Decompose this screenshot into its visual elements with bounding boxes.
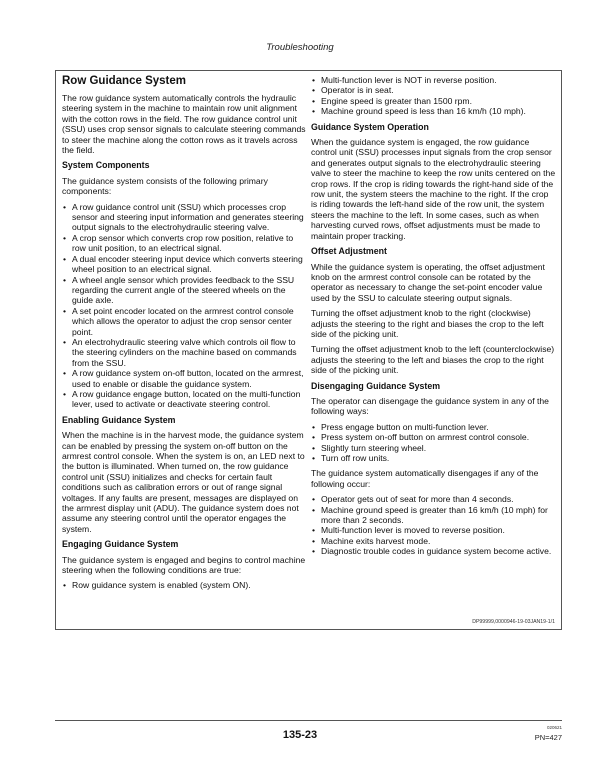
list-item-text: Press engage button on multi-function lever. bbox=[321, 421, 489, 432]
bullet-icon: • bbox=[312, 494, 316, 505]
list-item bbox=[62, 254, 306, 275]
bullet-icon: • bbox=[312, 453, 316, 463]
intro-paragraph: The row guidance system automatically controls the hydraulic steering system in the machine to maintain row unit alignment with the cotton rows in the field. The row guidance control unit (SSU) uses crop sensor signals to calculate steering commands to steer the machine along the cotton rows as it travels across the field. bbox=[62, 93, 306, 156]
offset-paragraph-2: Turning the offset adjustment knob to the right (clockwise) adjusts the steering to the right and biases the crop to the left side of the picking unit. bbox=[311, 308, 544, 339]
enabling-paragraph: When the machine is in the harvest mode, the guidance system can be enabled by pressing the system on-off button on the armrest control console. When the system is on, an LED next to the button is illuminated. When turned on, the row guidance control unit (SSU) initializes and checks for certain fault conditions such as calibration errors or out of range signal voltages. If any faults are present, messages are displayed on the armrest display unit (ADU). The guidance system does not assume any steering control until the operator engages the system. bbox=[62, 430, 305, 534]
list-item-text: A set point encoder located on the armrest control console which allows the operator to adjust the crop sensor center point. bbox=[72, 305, 294, 337]
list-item bbox=[311, 525, 556, 535]
list-item bbox=[311, 453, 556, 463]
list-item-text: A crop sensor which converts crop row position, relative to row unit position, to an electrical signal. bbox=[72, 232, 294, 254]
bullet-icon: • bbox=[63, 368, 67, 379]
list-item-text: Multi-function lever is moved to reverse position. bbox=[321, 525, 505, 536]
bullet-icon: • bbox=[312, 525, 316, 536]
list-item bbox=[62, 306, 306, 337]
list-item-text: Operator is in seat. bbox=[321, 85, 394, 96]
auto-disengage-intro: The guidance system automatically disengages if any of the following occur: bbox=[311, 468, 539, 489]
running-header: Troubleshooting bbox=[266, 42, 334, 53]
list-item-text: Machine exits harvest mode. bbox=[321, 535, 431, 546]
list-item bbox=[311, 505, 556, 526]
list-item-text: A wheel angle sensor which provides feedback to the SSU regarding the current angle of the steered wheels on the guide axle. bbox=[72, 274, 295, 306]
components-list bbox=[62, 202, 306, 410]
bullet-icon: • bbox=[312, 75, 316, 85]
bullet-icon: • bbox=[63, 580, 67, 591]
bullet-icon: • bbox=[63, 336, 67, 347]
operation-paragraph: When the guidance system is engaged, the row guidance control unit (SSU) processes input signals from the crop sensor and generates output signals to the electrohydraulic steering valve to steer the machine to keep the row units centered on the crop rows. If the crop is riding towards the right-hand side of the row unit, the system steers the machine to the right. If the crop is riding towards the left-hand side of the row unit, the system steers the machine to the left. In some cases, such as when harvesting curved rows, offset adjustments must be made to maintain proper tracking. bbox=[311, 137, 556, 241]
bullet-icon: • bbox=[312, 535, 316, 546]
list-item-text: Diagnostic trouble codes in guidance system become active. bbox=[321, 546, 552, 557]
page-number: 135-23 bbox=[282, 729, 318, 741]
bullet-icon: • bbox=[312, 442, 316, 453]
list-item bbox=[62, 233, 306, 254]
list-item bbox=[311, 546, 556, 556]
list-item bbox=[62, 368, 306, 389]
section-title: Row Guidance System bbox=[62, 75, 186, 87]
bullet-icon: • bbox=[312, 421, 316, 432]
auto-disengage-list bbox=[311, 494, 556, 556]
bullet-icon: • bbox=[312, 106, 316, 117]
bullet-icon: • bbox=[312, 546, 316, 557]
list-item bbox=[311, 494, 556, 504]
enabling-heading: Enabling Guidance System bbox=[62, 414, 176, 425]
bullet-icon: • bbox=[63, 232, 67, 243]
bullet-icon: • bbox=[312, 504, 316, 515]
reference-code: DP99999,0000946-19-03JAN19-1/1 bbox=[472, 619, 555, 625]
list-item-text: Press system on-off button on armrest control console. bbox=[321, 432, 530, 443]
list-item bbox=[311, 85, 556, 95]
bullet-icon: • bbox=[63, 305, 67, 316]
bullet-icon: • bbox=[312, 432, 316, 443]
list-item-text: An electrohydraulic steering valve which controls oil flow to the steering cylinders on the machine based on commands from the SSU. bbox=[72, 336, 297, 368]
list-item-text: Engine speed is greater than 1500 rpm. bbox=[321, 95, 472, 106]
list-item bbox=[62, 275, 306, 306]
list-item-text: A row guidance engage button, located on the multi-function lever, used to activate or deactivate steering control. bbox=[72, 388, 301, 410]
disengaging-heading: Disengaging Guidance System bbox=[311, 380, 441, 391]
list-item-text: A row guidance system on-off button, located on the armrest, used to enable or disable the guidance system. bbox=[72, 368, 304, 389]
bullet-icon: • bbox=[312, 95, 316, 106]
components-heading: System Components bbox=[62, 160, 150, 171]
list-item bbox=[62, 580, 306, 590]
list-item-text: Slightly turn steering wheel. bbox=[321, 442, 427, 453]
bullet-icon: • bbox=[63, 388, 67, 399]
list-item bbox=[311, 106, 556, 116]
list-item bbox=[311, 75, 556, 85]
list-item bbox=[311, 432, 556, 442]
bullet-icon: • bbox=[63, 274, 67, 285]
operation-heading: Guidance System Operation bbox=[311, 121, 429, 132]
components-intro: The guidance system consists of the following primary components: bbox=[62, 175, 268, 197]
content-box bbox=[55, 70, 562, 630]
engaging-heading: Engaging Guidance System bbox=[62, 539, 179, 550]
engaging-conditions-list-a bbox=[62, 580, 306, 590]
right-column bbox=[311, 71, 556, 562]
list-item-text: Row guidance system is enabled (system ON). bbox=[72, 580, 251, 591]
list-item bbox=[62, 202, 306, 233]
bullet-icon: • bbox=[63, 201, 67, 212]
footer-date-code: 020621 bbox=[546, 725, 562, 730]
list-item bbox=[311, 96, 556, 106]
offset-paragraph-3: Turning the offset adjustment knob to the left (counterclockwise) adjusts the steering to the left and biases the crop to the right side of the picking unit. bbox=[311, 344, 555, 376]
offset-paragraph-1: While the guidance system is operating, the offset adjustment knob on the armrest control console can be rotated by the operator as necessary to change the set-point encoder value used by the SSU to calculate steering output signals. bbox=[311, 261, 545, 303]
list-item bbox=[311, 422, 556, 432]
offset-heading: Offset Adjustment bbox=[311, 246, 387, 257]
list-item-text: A dual encoder steering input device which converts steering wheel position to an electrical signal. bbox=[72, 253, 303, 275]
list-item bbox=[62, 337, 306, 368]
engaging-conditions-list-b bbox=[311, 75, 556, 117]
bullet-icon: • bbox=[312, 85, 316, 96]
disengaging-ways-list bbox=[311, 422, 556, 464]
list-item-text: Turn off row units. bbox=[321, 453, 390, 463]
list-item-text: Machine ground speed is less than 16 km/h (10 mph). bbox=[321, 106, 526, 117]
engaging-paragraph: The guidance system is engaged and begins to control machine steering when the following conditions are true: bbox=[62, 554, 306, 576]
list-item bbox=[311, 443, 556, 453]
bullet-icon: • bbox=[63, 253, 67, 264]
footer-rule bbox=[55, 720, 562, 721]
footer-pn: PN=427 bbox=[534, 733, 562, 742]
list-item-text: A row guidance control unit (SSU) which processes crop sensor and steering input information and generates steering output signals to the electrohydraulic steering valve. bbox=[72, 201, 304, 233]
list-item-text: Multi-function lever is NOT in reverse position. bbox=[321, 75, 497, 85]
list-item bbox=[311, 536, 556, 546]
list-item-text: Operator gets out of seat for more than 4 seconds. bbox=[321, 494, 514, 505]
list-item bbox=[62, 389, 306, 410]
list-item-text: Machine ground speed is greater than 16 km/h (10 mph) for more than 2 seconds. bbox=[321, 504, 548, 526]
left-column bbox=[62, 71, 306, 596]
disengaging-intro: The operator can disengage the guidance system in any of the following ways: bbox=[311, 395, 549, 417]
